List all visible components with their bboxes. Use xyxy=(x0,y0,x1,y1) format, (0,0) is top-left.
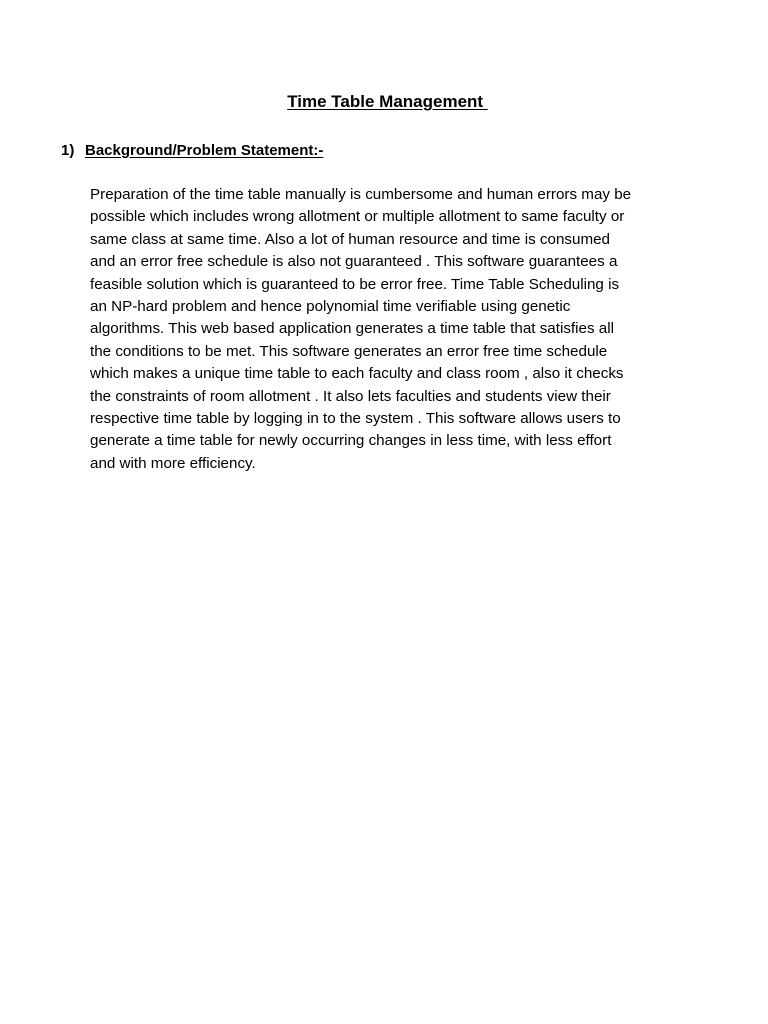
paragraph-line: the conditions to be met. This software generates an error free time schedule xyxy=(90,342,608,360)
paragraph-line: and with more efficiency. xyxy=(90,454,256,472)
section-number: 1) xyxy=(61,142,75,159)
background-paragraph xyxy=(90,184,700,475)
document-title: Time Table Management xyxy=(287,92,488,111)
paragraph-line: the constraints of room allotment . It also lets faculties and students view their xyxy=(90,387,611,405)
section-heading-text: Background/Problem Statement:- xyxy=(85,142,324,159)
paragraph-line: and an error free schedule is also not guaranteed . This software guarantees a xyxy=(90,253,618,271)
section-heading xyxy=(61,142,323,159)
paragraph-line: feasible solution which is guaranteed to be error free. Time Table Scheduling is xyxy=(90,275,620,293)
paragraph-line: an NP-hard problem and hence polynomial time verifiable using genetic xyxy=(90,298,571,316)
paragraph-line: possible which includes wrong allotment or multiple allotment to same faculty or xyxy=(90,208,625,226)
paragraph-line: respective time table by logging in to the system . This software allows users to xyxy=(90,410,621,428)
paragraph-line: same class at same time. Also a lot of human resource and time is consumed xyxy=(90,230,610,248)
paragraph-line: Preparation of the time table manually is cumbersome and human errors may be xyxy=(90,186,632,203)
paragraph-line: generate a time table for newly occurring changes in less time, with less effort xyxy=(90,432,612,450)
paragraph-line: which makes a unique time table to each faculty and class room , also it checks xyxy=(90,365,624,383)
paragraph-line: algorithms. This web based application generates a time table that satisfies all xyxy=(90,320,614,338)
